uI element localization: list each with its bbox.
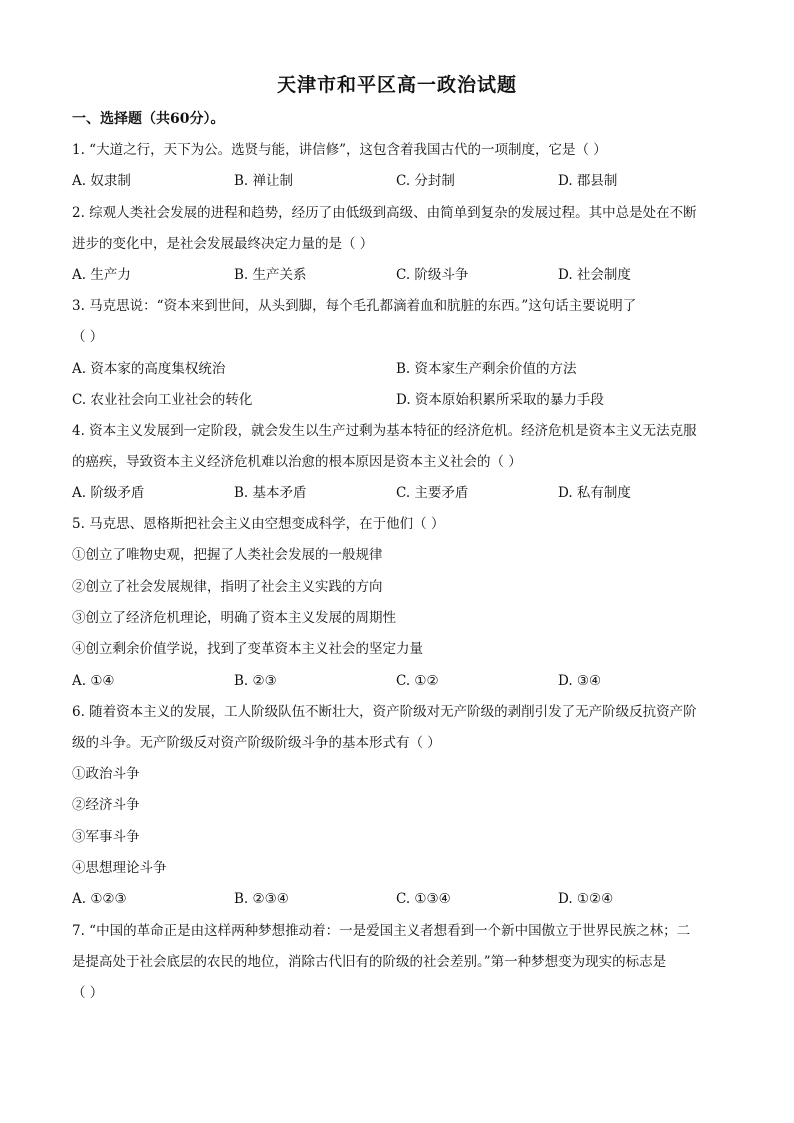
question-3-option-b: B. 资本家生产剩余价值的方法	[396, 361, 577, 377]
question-1-option-a: A. 奴隶制	[72, 173, 131, 189]
question-6-statement-4: ④思想理论斗争	[72, 860, 167, 876]
page-title: 天津市和平区高一政治试题	[276, 74, 517, 96]
question-2-line-1: 2. 综观人类社会发展的进程和趋势，经历了由低级到高级、由简单到复杂的发展过程。其中总是处在不断	[72, 205, 697, 221]
question-6-option-a: A. ①②③	[72, 891, 127, 907]
question-6-option-b: B. ②③④	[234, 891, 289, 907]
question-1-option-d: D. 郡县制	[558, 173, 618, 189]
question-2-option-b: B. 生产关系	[234, 267, 307, 283]
question-2-option-a: A. 生产力	[72, 267, 131, 283]
question-4-option-c: C. 主要矛盾	[396, 485, 469, 501]
question-5-statement-3: ③创立了经济危机理论，明确了资本主义发展的周期性	[72, 610, 396, 626]
question-1-line-1: 1. “大道之行，天下为公。选贤与能，讲信修”，这包含着我国古代的一项制度，它是（ ）	[72, 142, 607, 158]
question-4-option-d: D. 私有制度	[558, 485, 631, 501]
question-5-option-c: C. ①②	[396, 673, 439, 689]
question-6-line-2: 级的斗争。无产阶级反对资产阶级阶级斗争的基本形式有（ ）	[72, 735, 441, 751]
question-3-option-c: C. 农业社会向工业社会的转化	[72, 392, 253, 408]
question-5-statement-4: ④创立剩余价值学说，找到了变革资本主义社会的坚定力量	[72, 641, 423, 657]
question-6-statement-2: ②经济斗争	[72, 797, 140, 813]
question-7-line-2: 是提高处于社会底层的农民的地位，消除古代旧有的阶级的社会差别。”第一种梦想变为现实的标志是	[72, 954, 667, 970]
question-6-statement-1: ①政治斗争	[72, 766, 140, 782]
question-5-statement-1: ①创立了唯物史观，把握了人类社会发展的一般规律	[72, 547, 383, 563]
question-6-statement-3: ③军事斗争	[72, 829, 140, 845]
question-5-option-b: B. ②③	[234, 673, 277, 689]
section-heading: 一、选择题（共60分）。	[72, 111, 225, 127]
question-4-option-a: A. 阶级矛盾	[72, 485, 145, 501]
question-4-option-b: B. 基本矛盾	[234, 485, 307, 501]
question-5-line-1: 5. 马克思、恩格斯把社会主义由空想变成科学，在于他们（ ）	[72, 516, 445, 532]
question-7-line-3: （ ）	[72, 985, 104, 1001]
question-6-option-c: C. ①③④	[396, 891, 451, 907]
question-1-option-c: C. 分封制	[396, 173, 455, 189]
question-2-option-d: D. 社会制度	[558, 267, 631, 283]
question-6-option-d: D. ①②④	[558, 891, 614, 907]
question-3-line-2: （ ）	[72, 329, 104, 345]
question-5-statement-2: ②创立了社会发展规律，指明了社会主义实践的方向	[72, 579, 383, 595]
question-6-line-1: 6. 随着资本主义的发展，工人阶级队伍不断壮大，资产阶级对无产阶级的剥削引发了无产阶级反抗资产阶	[72, 704, 697, 720]
question-5-option-d: D. ③④	[558, 673, 602, 689]
question-1-option-b: B. 禅让制	[234, 173, 294, 189]
question-4-line-1: 4. 资本主义发展到一定阶段，就会发生以生产过剩为基本特征的经济危机。经济危机是资本主义无法克服	[72, 423, 697, 439]
question-4-line-2: 的癌疾，导致资本主义经济危机难以治愈的根本原因是资本主义社会的（ ）	[72, 454, 522, 470]
question-5-option-a: A. ①④	[72, 673, 115, 689]
question-2-line-2: 进步的变化中，是社会发展最终决定力量的是（ ）	[72, 236, 374, 252]
question-2-option-c: C. 阶级斗争	[396, 267, 469, 283]
question-3-line-1: 3. 马克思说：“资本来到世间，从头到脚，每个毛孔都滴着血和肮脏的东西。”这句话主要说明了	[72, 298, 637, 314]
question-3-option-d: D. 资本原始积累所采取的暴力手段	[396, 392, 604, 408]
question-3-option-a: A. 资本家的高度集权统治	[72, 361, 226, 377]
question-7-line-1: 7. “中国的革命正是由这样两种梦想推动着：一是爱国主义者想看到一个新中国傲立于世界民族之林；二	[72, 923, 691, 939]
